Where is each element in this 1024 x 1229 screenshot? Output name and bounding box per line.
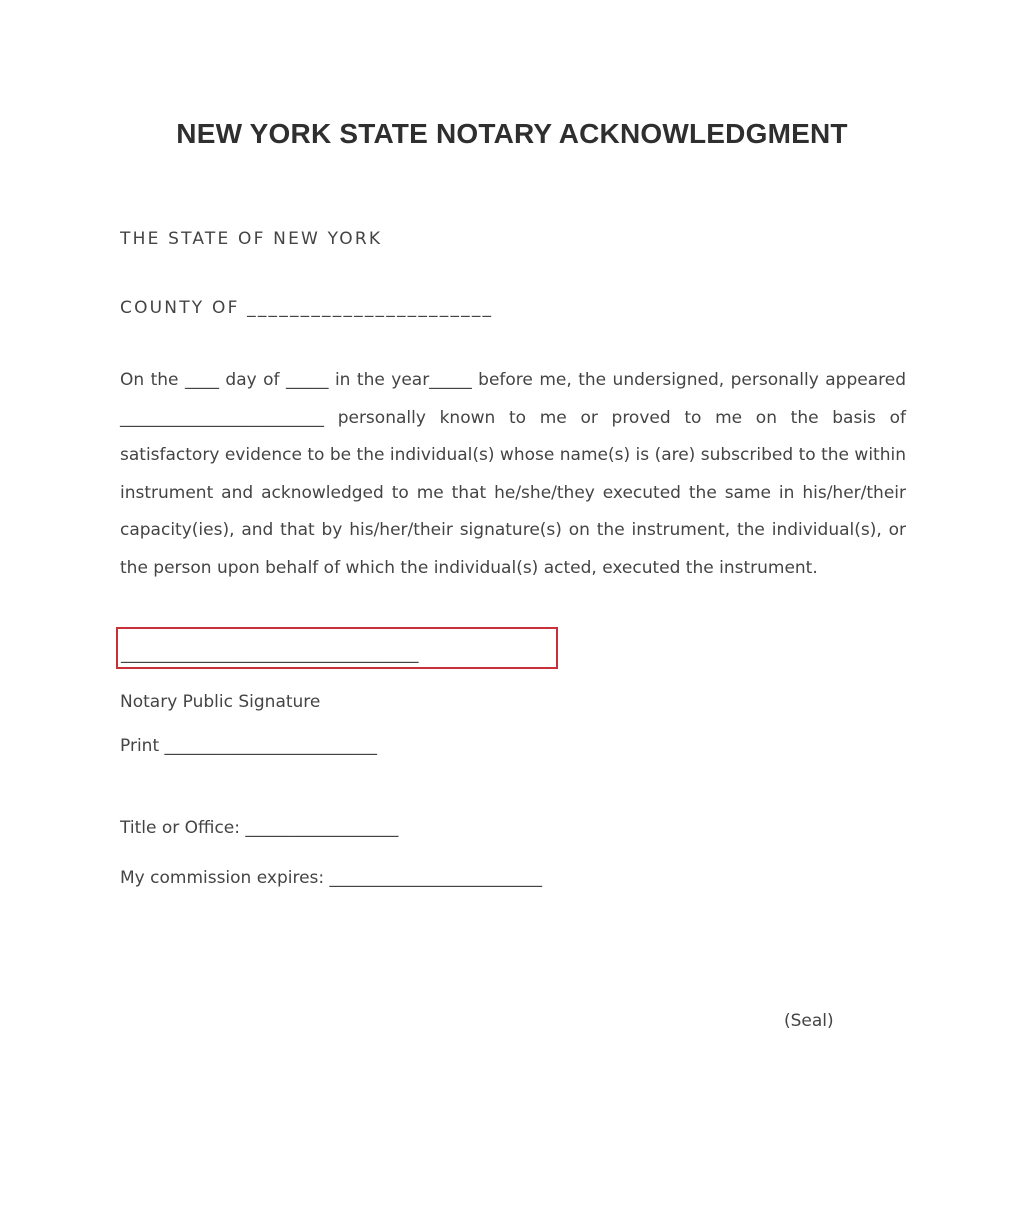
notary-signature-field[interactable]: ___________________________________ bbox=[116, 627, 558, 669]
acknowledgment-paragraph: On the ____ day of _____ in the year_____ before me, the undersigned, personally appeared ________________________ personally known to me or proved to me on the basis of satisfactory evidence to be the individual(s) whose name(s) is (are) subscribed to the within instrument and acknowledged to me that he/she/they executed the same in his/her/their capacity(ies), and that by his/her/their signature(s) on the instrument, the individual(s), or the person upon behalf of which the individual(s) acted, executed the instrument. bbox=[120, 370, 906, 578]
notary-signature-label: Notary Public Signature bbox=[120, 692, 321, 712]
document-title: NEW YORK STATE NOTARY ACKNOWLEDGMENT bbox=[176, 118, 848, 149]
county-line: COUNTY OF _______________________ bbox=[120, 298, 494, 318]
state-line: THE STATE OF NEW YORK bbox=[120, 229, 383, 249]
print-name-line: Print _________________________ bbox=[120, 736, 378, 756]
seal-label: (Seal) bbox=[784, 1011, 834, 1031]
commission-expires-line: My commission expires: _________________________ bbox=[120, 868, 543, 888]
title-office-line: Title or Office: __________________ bbox=[120, 818, 399, 838]
